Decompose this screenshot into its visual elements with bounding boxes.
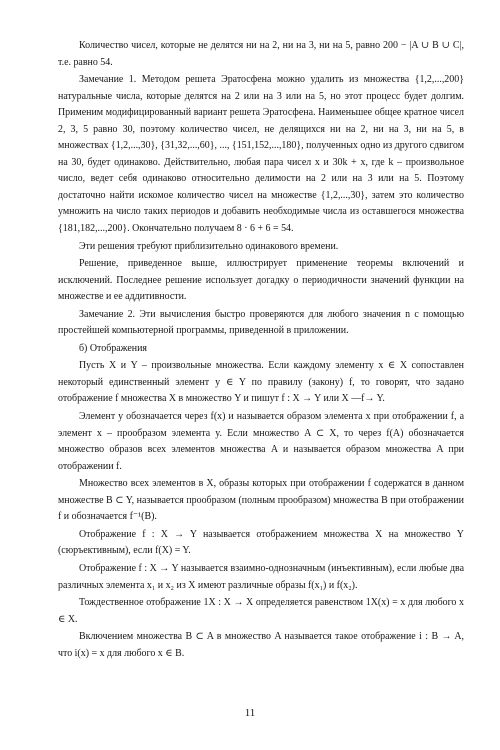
paragraph-time-note: Эти решения требуют приблизительно одинакового времени. <box>79 240 339 252</box>
page-content <box>58 38 464 662</box>
page-number: 11 <box>244 707 256 719</box>
paragraph-mapping-definition: Пусть X и Y – произвольные множества. Если каждому элементу x ∈ X сопоставлен некоторый единственный элемент y ∈ Y по правилу (закону) f, то говорят, что задано отображение f множества X в множество Y и пишут f : X → Y или X —f→ Y. <box>58 360 464 405</box>
paragraph-identity-definition: Тождественное отображение 1X : X → X определяется равенством 1X(x) = x для любого x ∈ X. <box>58 597 464 625</box>
paragraph-surjective-definition: Отображение f : X → Y называется отображением множества X на множество Y (сюръективным), если f(X) = Y. <box>58 528 464 557</box>
paragraph-remark-1: Замечание 1. Методом решета Эратосфена можно удалить из множества {1,2,...,200} натуральные числа, которые делятся на 2 или на 3 или на 5, но этот процесс будет долгим. Применим модифицированный вариант решета Эратосфена. Наименьшее общее кратное чисел 2, 3, 5 равно 30, поэтому количество чисел, не делящихся ни на 2, ни на 3, ни на 5, в множествах {1,2,...,30}, {31,32,...,60}, ..., {151,152,...,180}, полученных одно из другого сдвигом на 30, будет одинаково. Действительно, любая пара чисел x и 30k + x, где k – произвольное число, ведет себя одинаково относительно делимости на 2 или на 3 или на 5. Поэтому достаточно найти искомое количество чисел на множестве {1,2,...,30}, затем это количество умножить на число таких периодов и добавить необходимые числа из оставшегося множества {181,182,...,200}. Окончательно получаем 8 · 6 + 6 = 54. <box>58 74 464 235</box>
paragraph-inclusion-definition: Включением множества B ⊂ A в множество A называется такое отображение i : B → A, что i(x) = x для любого x ∈ B. <box>58 631 464 659</box>
paragraph-count-result: Количество чисел, которые не делятся ни на 2, ни на 3, ни на 5, равно 200 − |A ∪ B ∪ C|, т.е. равно 54. <box>58 40 464 68</box>
paragraph-remark-2: Замечание 2. Эти вычисления быстро проверяются для любого значения n с помощью простейшей компьютерной программы, приведенной в приложении. <box>58 308 464 337</box>
paragraph-solution-note: Решение, приведенное выше, иллюстрирует применение теоремы включений и исключений. Последнее решение использует догадку о периодичности значений функции на множестве и ее аддитивности. <box>58 258 464 303</box>
paragraph-injective-definition: Отображение f : X → Y называется взаимно-однозначным (инъективным), если любые два различных элемента x₁ и x₂ из X имеют различные образы f(x₁) и f(x₂). <box>58 562 464 591</box>
section-heading-mappings: б) Отображения <box>79 342 147 354</box>
paragraph-preimage-definition: Множество всех элементов в X, образы которых при отображении f содержатся в данном множестве B ⊂ Y, называется прообразом (полным прообразом) множества B при отображении f и обозначается f⁻¹(B). <box>58 478 464 523</box>
paragraph-image-definition: Элемент y обозначается через f(x) и называется образом элемента x при отображении f, а элемент x – прообразом элемента y. Если множество A ⊂ X, то через f(A) обозначается множество образов всех элементов множества A и называется образом множества A при отображении f. <box>58 411 464 472</box>
